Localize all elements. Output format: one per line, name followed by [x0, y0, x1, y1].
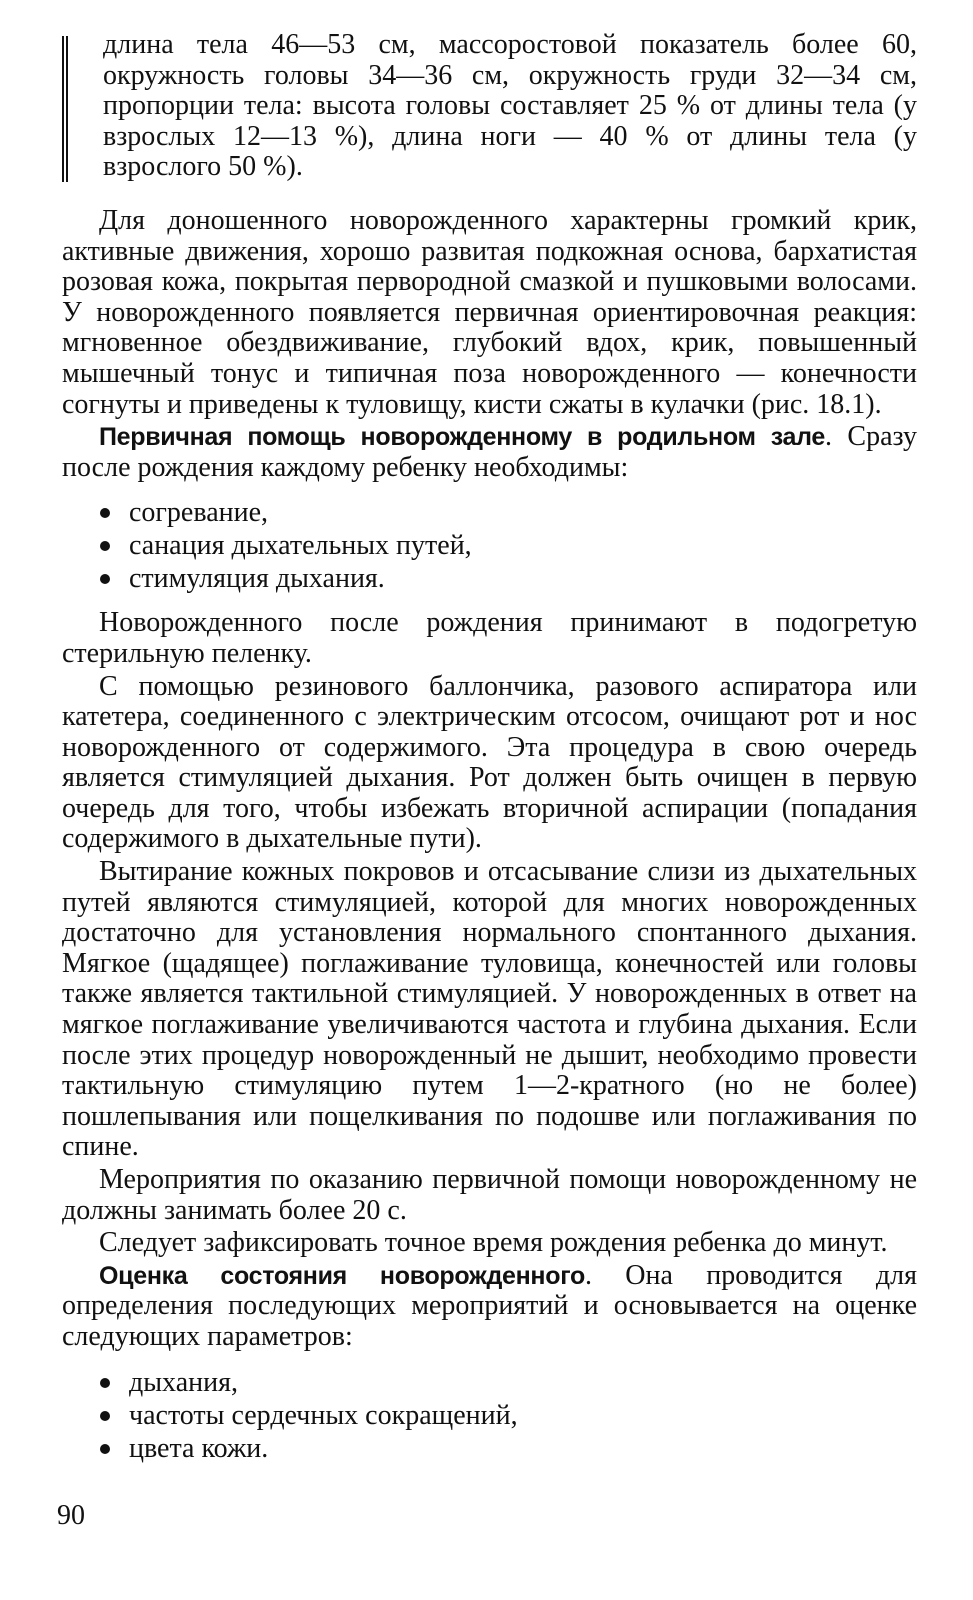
- paragraph-time-limit: Мероприятия по оказанию первичной помощи новорожденному не должны занимать более 20 с.: [62, 1164, 917, 1226]
- list-item: согревание,: [62, 496, 917, 529]
- heading-primary-help: Первичная помощь новорожденному в родильном зале: [99, 423, 825, 452]
- bullet-icon: [100, 541, 110, 551]
- primary-help-text: . Сразу после рождения каждому ребенку необходимы:: [62, 421, 917, 483]
- list-item: частоты сердечных сокращений,: [62, 1399, 917, 1432]
- list-item: санация дыхательных путей,: [62, 529, 917, 562]
- paragraph-suction: С помощью резинового баллончика, разового аспиратора или катетера, соединенного с электрическим отсосом, очищают рот и нос новорожденного от содержимого. Эта процедура в свою очередь является стимуляцией дыхания. Рот должен быть очищен в первую очередь для того, чтобы избежать вторичной аспирации (попадания содержимого в дыхательные пути).: [62, 670, 917, 855]
- paragraph-stimulation: Вытирание кожных покровов и отсасывание слизи из дыхательных путей являются стимуляцией, которой для многих новорожденных достаточно для установления нормального спонтанного дыхания. Мягкое (щадящее) поглаживание туловища, конечностей или головы также является тактильной стимуляцией. У новорожденных в ответ на мягкое поглаживание увеличиваются частота и глубина дыхания. Если после этих процедур новорожденный не дышит, необходимо провести тактильную стимуляцию путем 1—2-кратного (но не более) пошлепывания или пощелкивания по подошве или поглаживания по спине.: [62, 856, 917, 1163]
- paragraph-warm-sheet: Новорожденного после рождения принимают в подогретую стерильную пеленку.: [62, 607, 917, 669]
- assessment-text: . Она проводится для определения последующих мероприятий и основывается на оценке следующих параметров:: [62, 1259, 917, 1352]
- page-body: [62, 30, 917, 1465]
- bullet-icon: [100, 508, 110, 518]
- paragraph-newborn-traits: Для доношенного новорожденного характерны громкий крик, активные движения, хорошо развитая подкожная основа, бархатистая розовая кожа, покрытая первородной смазкой и пушковыми волосами. У новорожденного появляется первичная ориентировочная реакция: мгновенное обездвиживание, глубокий вдох, крик, повышенный мышечный тонус и типичная поза новорожденного — конечности согнуты и приведены к туловищу, кисти сжаты в кулачки (рис. 18.1).: [62, 204, 917, 420]
- paragraph-primary-help: [62, 422, 917, 483]
- list-item: цвета кожи.: [62, 1432, 917, 1465]
- page-number: 90: [57, 1500, 85, 1531]
- list-assessment-params: [62, 1366, 917, 1465]
- list-item: дыхания,: [62, 1366, 917, 1399]
- bullet-icon: [100, 1411, 110, 1421]
- intro-text: длина тела 46—53 см, массоростовой показатель более 60, окружность головы 34—36 см, окружность груди 32—34 см, пропорции тела: высота головы составляет 25 % от длины тела (у взрослых 12—13 %), длина ноги — 40 % от длины тела (у взрослого 50 %).: [103, 29, 917, 183]
- list-item: стимуляция дыхания.: [62, 562, 917, 595]
- list-primary-needs: [62, 496, 917, 595]
- margin-marker: [62, 36, 68, 182]
- heading-assessment: Оценка состояния новорожденного: [99, 1261, 585, 1290]
- bullet-icon: [100, 574, 110, 584]
- highlighted-block: [62, 30, 917, 183]
- bullet-icon: [100, 1378, 110, 1388]
- bullet-icon: [100, 1444, 110, 1454]
- paragraph-assessment: [62, 1261, 917, 1353]
- paragraph-birth-time: Следует зафиксировать точное время рождения ребенка до минут.: [99, 1227, 888, 1259]
